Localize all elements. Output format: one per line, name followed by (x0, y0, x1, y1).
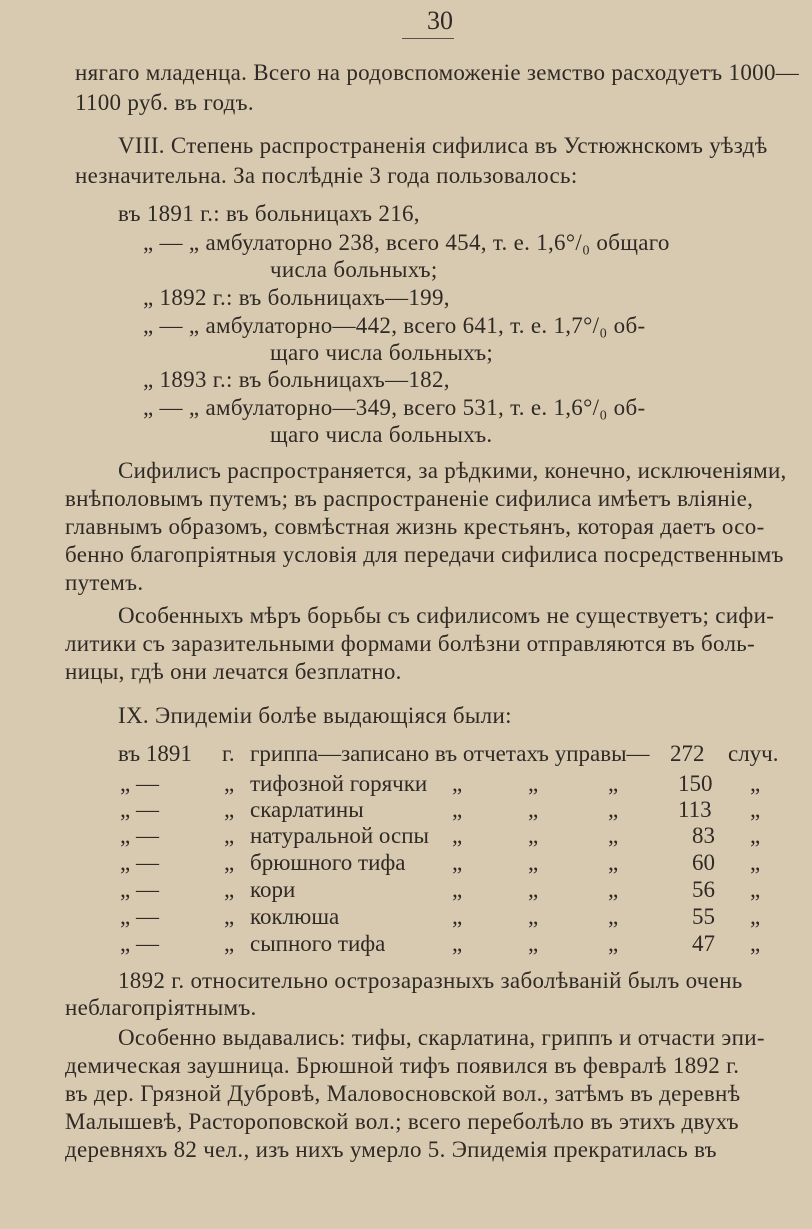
text-line: 1100 руб. въ годъ. (75, 90, 254, 115)
stat-line: „ — „ амбулаторно—442, всего 641, т. е. 1,7°/₀ об- (143, 313, 646, 338)
stat-line: „ — „ амбулаторно—349, всего 531, т. е. 1,6°/₀ об- (143, 395, 646, 420)
text-line: неблагопріятнымъ. (65, 995, 257, 1020)
stat-line: „ 1893 г.: въ больницахъ—182, (143, 367, 450, 392)
text-line: Сифилисъ распространяется, за рѣдкими, конечно, исключеніями, (118, 458, 787, 483)
text-line: незначительна. За послѣдніе 3 года пользовалось: (75, 163, 578, 188)
text-line: Особенно выдавались: тифы, скарлатина, гриппъ и отчасти эпи- (118, 1025, 765, 1050)
section-heading-8: VIII. Степень распространенія сифилиса въ Устюжнскомъ уѣздѣ (118, 133, 768, 158)
section-heading-9: IX. Эпидеміи болѣе выдающіяся были: (118, 703, 512, 728)
page-number-rule (402, 38, 454, 39)
text-line: литики съ заразительными формами болѣзни отправляются въ боль- (65, 631, 756, 656)
book-page: 30 нягаго младенца. Всего на родовспоможеніе земство расходуетъ 1000— 1100 руб. въ годъ. VIII. Степень распространенія сифилиса въ Устюжнскомъ уѣздѣ незначительна. За послѣдніе 3 года пользовалось: въ 1891 г.: въ больницахъ 216, „ — „ амбулаторно 238, всего 454, т. е. 1,6°/₀ общаго числа больныхъ; „ 1892 г.: въ больницахъ—199, „ — „ амбулаторно—442, всего 641, т. е. 1,7°/₀ об- щаго числа больныхъ; „ 1893 г.: въ больницахъ—182, „ — „ амбулаторно—349, всего 531, т. е. 1,6°/₀ об- щаго числа больныхъ. Сифилисъ распространяется, за рѣдкими, конечно, исключеніями, внѣполовымъ путемъ; въ распространеніе сифилиса имѣетъ вліяніе, главнымъ образомъ, совмѣстная жизнь крестьянъ, которая даетъ осо- бенно благопріятныя условія для передачи сифилиса посредственнымъ путемъ. Особенныхъ мѣръ борьбы съ сифилисомъ не существуетъ; сифи- литики съ заразительными формами болѣзни отправляются въ боль- ницы, гдѣ они лечатся безплатно. IX. Эпидеміи болѣе выдающіяся были: въ 1891 г. гриппа—записано въ отчетахъ управы— 272 случ. „ — „ тифозной горячки „ „ „ 150 „ „ — „ скарлатины „ „ „ 113 „ „ — „ натуральной оспы „ „ „ 83 „ „ — „ брюшного тифа „ „ „ 60 „ „ — „ кори „ „ „ 56 „ „ — „ коклюша „ „ „ 55 „ „ — „ сыпного тифа „ „ „ 47 „ 1892 г. относительно острозаразныхъ заболѣваній былъ очень неблагопріятнымъ. Особенно выдавались: тифы, скарлатина, гриппъ и отчасти эпи- демическая заушница. Брюшной тифъ появился въ февралѣ 1892 г. въ дер. Грязной Дубровѣ, Маловосновской вол., затѣмъ въ деревнѣ Малышевѣ, Растороповской вол.; всего переболѣло въ этихъ двухъ деревняхъ 82 чел., изъ нихъ умерло 5. Эпидемія прекратилась въ (0, 0, 812, 1229)
text-line: деревняхъ 82 чел., изъ нихъ умерло 5. Эпидемія прекратилась въ (65, 1137, 717, 1162)
text-line: нягаго младенца. Всего на родовспоможеніе земство расходуетъ 1000— (75, 60, 800, 85)
text-line: бенно благопріятныя условія для передачи сифилиса посредственнымъ (65, 542, 784, 567)
stat-line: „ 1892 г.: въ больницахъ—199, (143, 285, 450, 310)
stat-line: щаго числа больныхъ. (270, 422, 493, 447)
stat-line: числа больныхъ; (270, 257, 438, 282)
text-line: путемъ. (65, 570, 144, 595)
text-line: въ дер. Грязной Дубровѣ, Маловосновской вол., затѣмъ въ деревнѣ (65, 1081, 741, 1106)
text-line: 1892 г. относительно острозаразныхъ заболѣваній былъ очень (118, 968, 743, 993)
text-line: ницы, гдѣ они лечатся безплатно. (65, 659, 402, 684)
text-line: демическая заушница. Брюшной тифъ появился въ февралѣ 1892 г. (65, 1053, 740, 1078)
text-line: Особенныхъ мѣръ борьбы съ сифилисомъ не существуетъ; сифи- (118, 603, 775, 628)
stat-line: щаго числа больныхъ; (270, 340, 494, 365)
stat-line: „ — „ амбулаторно 238, всего 454, т. е. 1,6°/₀ общаго (143, 230, 670, 255)
text-line: Малышевѣ, Растороповской вол.; всего переболѣло въ этихъ двухъ (65, 1109, 739, 1134)
text-line: внѣполовымъ путемъ; въ распространеніе сифилиса имѣетъ вліяніе, (65, 486, 754, 511)
stat-line: въ 1891 г.: въ больницахъ 216, (118, 201, 420, 226)
text-line: главнымъ образомъ, совмѣстная жизнь крестьянъ, которая даетъ осо- (65, 514, 765, 539)
page-number: 30 (427, 6, 453, 35)
